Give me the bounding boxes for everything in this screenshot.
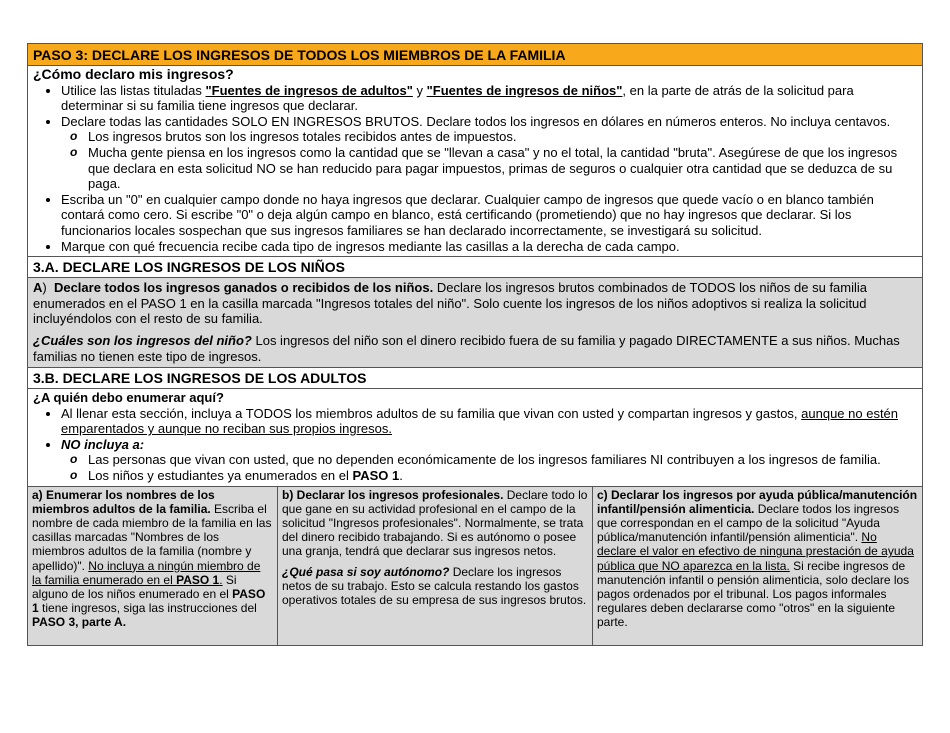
kids-a-letter: A bbox=[33, 280, 43, 296]
column-a-u2: . bbox=[219, 572, 223, 587]
column-b-q-bold: ¿Qué pasa si soy autónomo? bbox=[282, 564, 450, 579]
column-a-paso1: PASO 1 bbox=[32, 587, 266, 616]
kids-a-text: Declare los ingresos brutos combinados de TODOS los niños de su familia enumerados en el PASO 1 en la casilla marcada "Ingresos totales del niño". Solo cuente los ingresos de los niños adoptivos si realiza la solicitud incluyéndolos con el resto de su familia. bbox=[33, 280, 868, 327]
column-c-public-assistance bbox=[593, 487, 922, 645]
adults-bullet-1-text: Al llenar esta sección, incluya a TODOS los miembros adultos de su familia que vivan con usted y compartan ingresos y gastos, bbox=[61, 405, 802, 421]
kids-paragraph-a bbox=[33, 280, 917, 327]
column-a-u-bold: PASO 1 bbox=[176, 572, 220, 587]
how-bullet-1-end: , en la parte de atrás de la solicitud para determinar si su familia tiene ingresos que declarar. bbox=[61, 82, 854, 114]
how-bullet-1 bbox=[61, 83, 917, 114]
adult-income-sources-title: "Fuentes de ingresos de adultos" bbox=[205, 82, 413, 98]
column-a-text bbox=[32, 488, 273, 630]
how-bullet-4: • Marque con qué frecuencia recibe cada tipo de ingresos mediante las casillas a la derecha de cada campo. bbox=[61, 239, 917, 255]
adults-subbullet-2 bbox=[88, 468, 917, 484]
adults-subbullet-list bbox=[61, 452, 917, 483]
column-b-text bbox=[282, 488, 588, 559]
how-bullet-list bbox=[33, 83, 917, 255]
adults-subbullet-2-bold: PASO 1 bbox=[352, 468, 400, 484]
kids-section bbox=[28, 278, 922, 368]
column-b-work-income bbox=[278, 487, 593, 645]
how-heading: ¿Cómo declaro mis ingresos? bbox=[33, 66, 234, 82]
column-b-question bbox=[282, 565, 588, 608]
column-a-t2: Si alguno de los niños enumerado en el bbox=[32, 572, 237, 602]
column-a-paso3: PASO 3, parte A. bbox=[32, 615, 127, 630]
child-income-sources-title: "Fuentes de ingresos de niños" bbox=[426, 82, 623, 98]
adults-who-heading: ¿A quién debo enumerar aquí? bbox=[33, 390, 224, 406]
do-not-include-label: NO incluya a: bbox=[61, 436, 145, 452]
adults-bullet-list bbox=[33, 406, 917, 484]
adults-subbullet-2-end: . bbox=[399, 468, 403, 484]
adults-who-section bbox=[28, 389, 922, 487]
kids-paragraph-q bbox=[33, 333, 917, 364]
how-bullet-1-mid: y bbox=[412, 82, 427, 98]
column-c-t1: Declare todos los ingresos que correspondan en el campo de la solicitud "Ayuda pública/manutención infantil/pensión alimenticia". bbox=[597, 501, 900, 545]
column-c-underline: No declare el valor en efectivo de ninguna prestación de ayuda pública que NO aparezca en la lista. bbox=[597, 530, 914, 573]
how-to-report-section bbox=[28, 66, 922, 257]
kids-a-paren: ) bbox=[42, 280, 54, 296]
adults-subbullet-1: o Las personas que vivan con usted, que no dependen económicamente de los ingresos familiares NI contribuyen a los ingresos de familia. bbox=[88, 452, 917, 468]
adults-bullet-1 bbox=[61, 406, 917, 437]
adults-subbullet-2-text: Los niños y estudiantes ya enumerados en el bbox=[88, 468, 353, 484]
kids-answer: Los ingresos del niño son el dinero recibido fuera de su familia y pagado DIRECTAMENTE a sus niños. Muchas familias no tienen este tipo de ingresos. bbox=[33, 332, 900, 364]
page-title: PASO 3: DECLARE LOS INGRESOS DE TODOS LOS MIEMBROS DE LA FAMILIA bbox=[28, 44, 922, 66]
column-a-heading: a) Enumerar los nombres de los miembros adultos de la familia. bbox=[32, 487, 215, 516]
column-c-heading: c) Declarar los ingresos por ayuda pública/manutención infantil/pensión alimenticia. bbox=[597, 487, 918, 516]
column-a-list-names bbox=[28, 487, 278, 645]
column-b-q-text: Declare los ingresos netos de su trabajo. Esto se calcula restando los gastos operativos totales de su empresa de sus ingresos brutos. bbox=[282, 564, 587, 608]
how-bullet-3: • Escriba un "0" en cualquier campo donde no haya ingresos que declarar. Cualquier campo de ingresos que quede vacío o en blanco también contará como cero. Si escribe "0" o deja algún campo en blanco, está certificando (prometiendo) que no hay ingresos que declarar. Si los funcionarios locales sospechan que sus ingresos familiares se han declarado incorrectamente, se investigará su solicitud. bbox=[61, 192, 917, 239]
how-bullet-1-text: Utilice las listas tituladas bbox=[61, 82, 206, 98]
column-b-heading: b) Declarar los ingresos profesionales. bbox=[282, 487, 504, 502]
adults-bullet-1-underline: aunque no estén emparentados y aunque no reciban sus propios ingresos. bbox=[61, 405, 899, 437]
column-a-u1: No incluya a ningún miembro de la familia enumerado en el bbox=[32, 558, 261, 587]
how-subbullet-1: o Los ingresos brutos son los ingresos totales recibidos antes de impuestos. bbox=[88, 129, 917, 145]
column-a-t1: Escriba el nombre de cada miembro de la familia en las casillas marcadas "Nombres de los miembros adultos de la familia (nombre y apellido)". bbox=[32, 501, 272, 573]
column-c-t2: Si recibe ingresos de manutención infantil o pensión alimenticia, solo declare los pagos ordenados por el tribunal. Los pagos informales regulares deben declararse como "otros" en la siguiente parte. bbox=[597, 558, 910, 630]
kids-section-heading: 3.A. DECLARE LOS INGRESOS DE LOS NIÑOS bbox=[28, 257, 922, 278]
how-subbullet-2: o Mucha gente piensa en los ingresos como la cantidad que se "llevan a casa" y no el total, la cantidad "bruta". Asegúrese de que los ingresos que declara en esta solicitud NO se han reducido para pagar impuestos, primas de seguros o cualquier otra cantidad que se deduzca de su paga. bbox=[88, 145, 917, 192]
adults-section-heading: 3.B. DECLARE LOS INGRESOS DE LOS ADULTOS bbox=[28, 368, 922, 389]
how-bullet-2-text: Declare todas las cantidades SOLO EN INGRESOS BRUTOS. Declare todos los ingresos en dólares en números enteros. No incluya centavos. bbox=[61, 113, 891, 129]
income-instructions-sheet bbox=[27, 43, 923, 646]
column-a-t3: tiene ingresos, siga las instrucciones del bbox=[38, 601, 257, 616]
how-bullet-2 bbox=[61, 114, 917, 192]
adults-bullet-2 bbox=[61, 437, 917, 484]
how-subbullet-list bbox=[61, 129, 917, 191]
column-b-t1: Declare todo lo que gane en su actividad profesional en el campo de la solicitud "Ingresos profesionales". Normalmente, se trata del dinero recibido trabajando. Si es autónomo o posee una granja, tendrá que declarar sus ingresos netos. bbox=[282, 487, 588, 559]
kids-question: ¿Cuáles son los ingresos del niño? bbox=[33, 332, 252, 348]
adult-instructions-columns bbox=[28, 487, 922, 645]
column-c-text bbox=[597, 488, 918, 630]
kids-a-bold: Declare todos los ingresos ganados o recibidos de los niños. bbox=[53, 280, 434, 296]
